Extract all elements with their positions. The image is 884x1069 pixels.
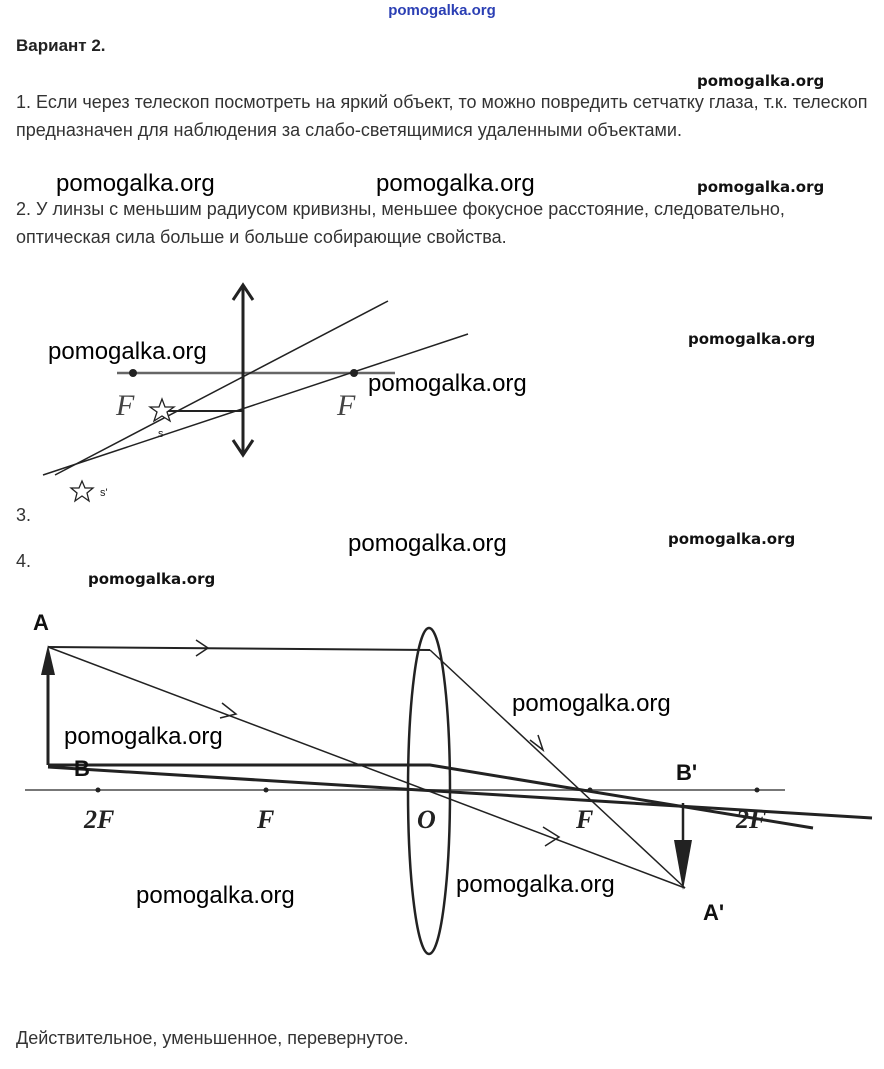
- tick-label-2f: 2F: [84, 805, 115, 834]
- ray-arrow: [530, 735, 543, 750]
- label-b-image: B': [676, 760, 698, 785]
- label-a: A: [33, 610, 49, 635]
- watermark: pomogalka.org: [688, 330, 816, 348]
- watermark: pomogalka.org: [56, 170, 215, 197]
- variant-heading: Вариант 2.: [16, 36, 106, 55]
- image-label: s': [100, 487, 108, 499]
- ray-arrow: [220, 703, 236, 718]
- watermark: pomogalka.org: [697, 178, 825, 196]
- ray-refracted: [430, 650, 685, 888]
- answer-1: 1. Если через телескоп посмотреть на яркий объект, то можно повредить сетчатку глаза, т.к. телескоп предназначен для наблюдения за слабо-светящимися удаленными объектами.: [16, 92, 868, 140]
- tick-label-f: F: [257, 805, 275, 834]
- site-link[interactable]: pomogalka.org: [388, 2, 496, 19]
- watermark: pomogalka.org: [456, 871, 615, 898]
- focus-label-right: F: [337, 389, 356, 422]
- answer-2: 2. У линзы с меньшим радиусом кривизны, меньшее фокусное расстояние, следовательно, оптическая сила больше и больше собирающие свойства.: [16, 199, 785, 247]
- watermark: pomogalka.org: [368, 370, 527, 397]
- watermark: pomogalka.org: [376, 170, 535, 197]
- label-b: B: [74, 756, 90, 781]
- watermark: pomogalka.org: [697, 72, 825, 90]
- answer-4: 4.: [16, 551, 32, 571]
- image-arrowhead: [674, 840, 692, 890]
- ray-parallel: [48, 647, 430, 650]
- tick-label-o: O: [417, 805, 436, 834]
- watermark: pomogalka.org: [88, 570, 216, 588]
- conclusion-text: Действительное, уменьшенное, перевернутое.: [16, 1028, 409, 1048]
- answer-3: 3.: [16, 505, 32, 525]
- source-label: s: [158, 428, 164, 440]
- label-a-image: A': [703, 900, 725, 925]
- watermark: pomogalka.org: [48, 338, 207, 365]
- watermark: pomogalka.org: [348, 530, 507, 557]
- watermark: pomogalka.org: [136, 882, 295, 909]
- ray-arrow: [543, 827, 559, 846]
- focus-label-left: F: [116, 389, 135, 422]
- tick-label-f: F: [576, 805, 594, 834]
- watermark: pomogalka.org: [668, 530, 796, 548]
- tick-label-2f: 2F: [736, 805, 767, 834]
- watermark: pomogalka.org: [64, 723, 223, 750]
- watermark: pomogalka.org: [512, 690, 671, 717]
- ray-central: [48, 647, 685, 888]
